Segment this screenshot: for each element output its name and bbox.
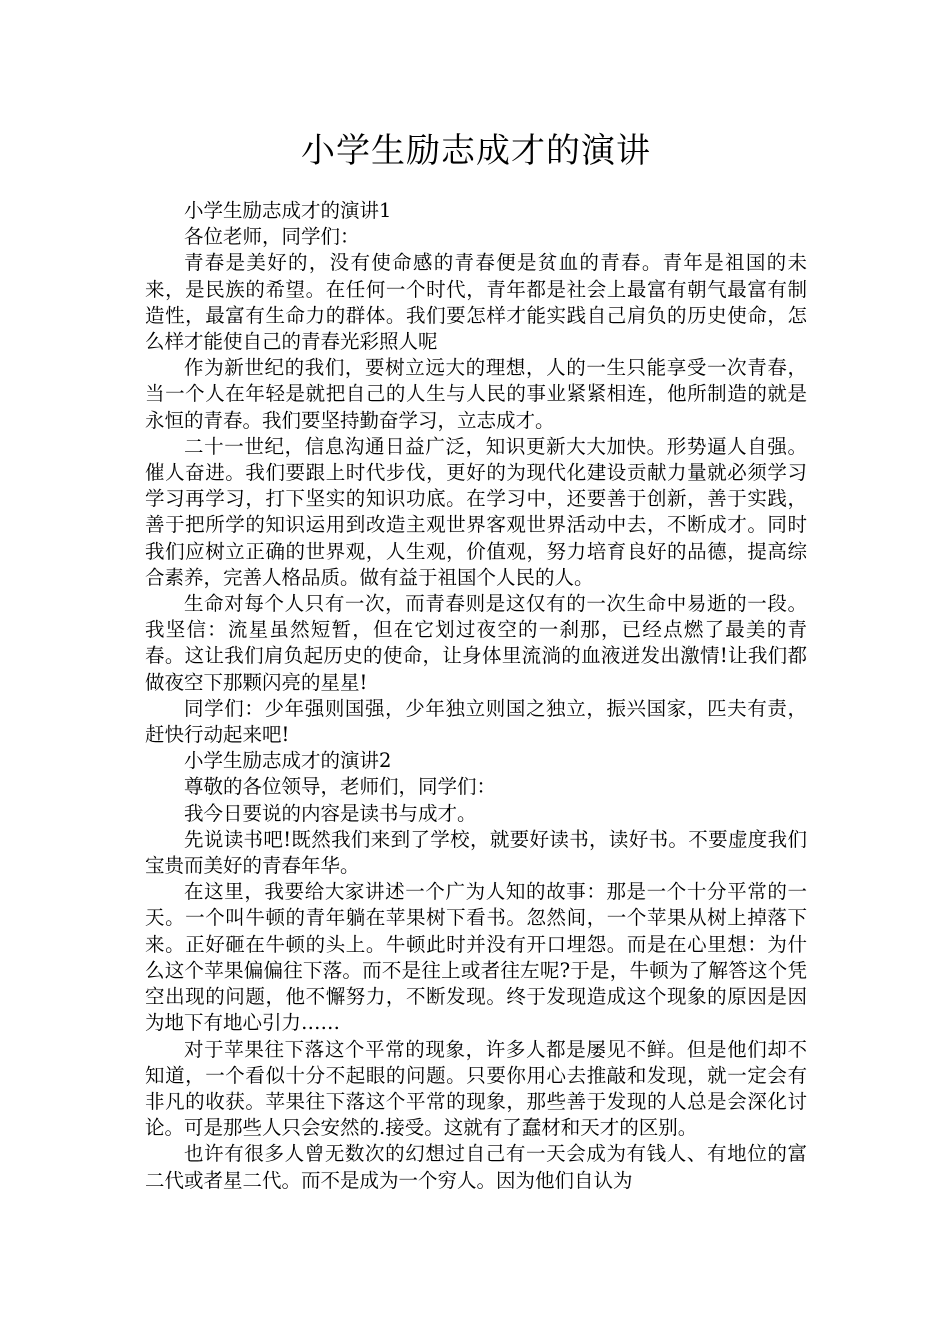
paragraph: 先说读书吧!既然我们来到了学校，就要好读书，读好书。不要虚度我们宝贵而美好的青春年华。 — [145, 827, 807, 878]
paragraph-greeting-1: 各位老师，同学们： — [184, 225, 360, 249]
paragraph: 二十一世纪，信息沟通日益广泛，知识更新大大加快。形势逼人自强。催人奋进。我们要跟上时代步伐，更好的为现代化建设贡献力量就必须学习学习再学习，打下坚实的知识功底。在学习中，还要善于创新，善于实践，善于把所学的知识运用到改造主观世界客观世界活动中去，不断成才。同时我们应树立正确的世界观，人生观，价值观，努力培育良好的品德，提高综合素养，完善人格品质。做有益于祖国个人民的人。 — [145, 434, 807, 589]
paragraph: 作为新世纪的我们，要树立远大的理想，人的一生只能享受一次青春，当一个人在年轻是就把自己的人生与人民的事业紧紧相连，他所制造的就是永恒的青春。我们要坚持勤奋学习，立志成才。 — [145, 356, 807, 432]
paragraph: 同学们：少年强则国强，少年独立则国之独立，振兴国家，匹夫有责，赶快行动起来吧! — [145, 696, 807, 747]
paragraph-speech-2-heading: 小学生励志成才的演讲2 — [184, 749, 392, 773]
paragraph: 也许有很多人曾无数次的幻想过自己有一天会成为有钱人、有地位的富二代或者星二代。而不是成为一个穷人。因为他们自认为 — [145, 1142, 807, 1192]
paragraph: 在这里，我要给大家讲述一个广为人知的故事：那是一个十分平常的一天。一个叫牛顿的青年躺在苹果树下看书。忽然间，一个苹果从树上掉落下来。正好砸在牛顿的头上。牛顿此时并没有开口埋怨。而是在心里想：为什么这个苹果偏偏往下落。而不是往上或者往左呢?于是，牛顿为了解答这个凭空出现的问题，他不懈努力，不断发现。终于发现造成这个现象的原因是因为地下有地心引力…… — [145, 880, 807, 1035]
paragraph: 我今日要说的内容是读书与成才。 — [184, 801, 477, 825]
paragraph: 青春是美好的，没有使命感的青春便是贫血的青春。青年是祖国的未来，是民族的希望。在任何一个时代，青年都是社会上最富有朝气最富有制造性，最富有生命力的群体。我们要怎样才能实践自己肩负的历史使命，怎么样才能使自己的青春光彩照人呢 — [145, 251, 807, 354]
paragraph-speech-1-heading: 小学生励志成才的演讲1 — [184, 199, 392, 222]
document-title: 小学生励志成才的演讲 — [301, 131, 651, 171]
paragraph: 生命对每个人只有一次，而青春则是这仅有的一次生命中易逝的一段。我坚信：流星虽然短暂，但在它划过夜空的一刹那，已经点燃了最美的青春。这让我们肩负起历史的使命，让身体里流淌的血液迸发出激情!让我们都做夜空下那颗闪亮的星星! — [145, 592, 807, 694]
document-body — [145, 198, 807, 1194]
document-page — [145, 0, 807, 1344]
paragraph-greeting-2: 尊敬的各位领导，老师们，同学们： — [184, 775, 497, 799]
paragraph: 对于苹果往下落这个平常的现象，许多人都是屡见不鲜。但是他们却不知道，一个看似十分不起眼的问题。只要你用心去推敲和发现，就一定会有非凡的收获。苹果往下落这个平常的现象，那些善于发现的人总是会深化讨论。可是那些人只会安然的.接受。这就有了蠢材和天才的区别。 — [145, 1037, 807, 1140]
